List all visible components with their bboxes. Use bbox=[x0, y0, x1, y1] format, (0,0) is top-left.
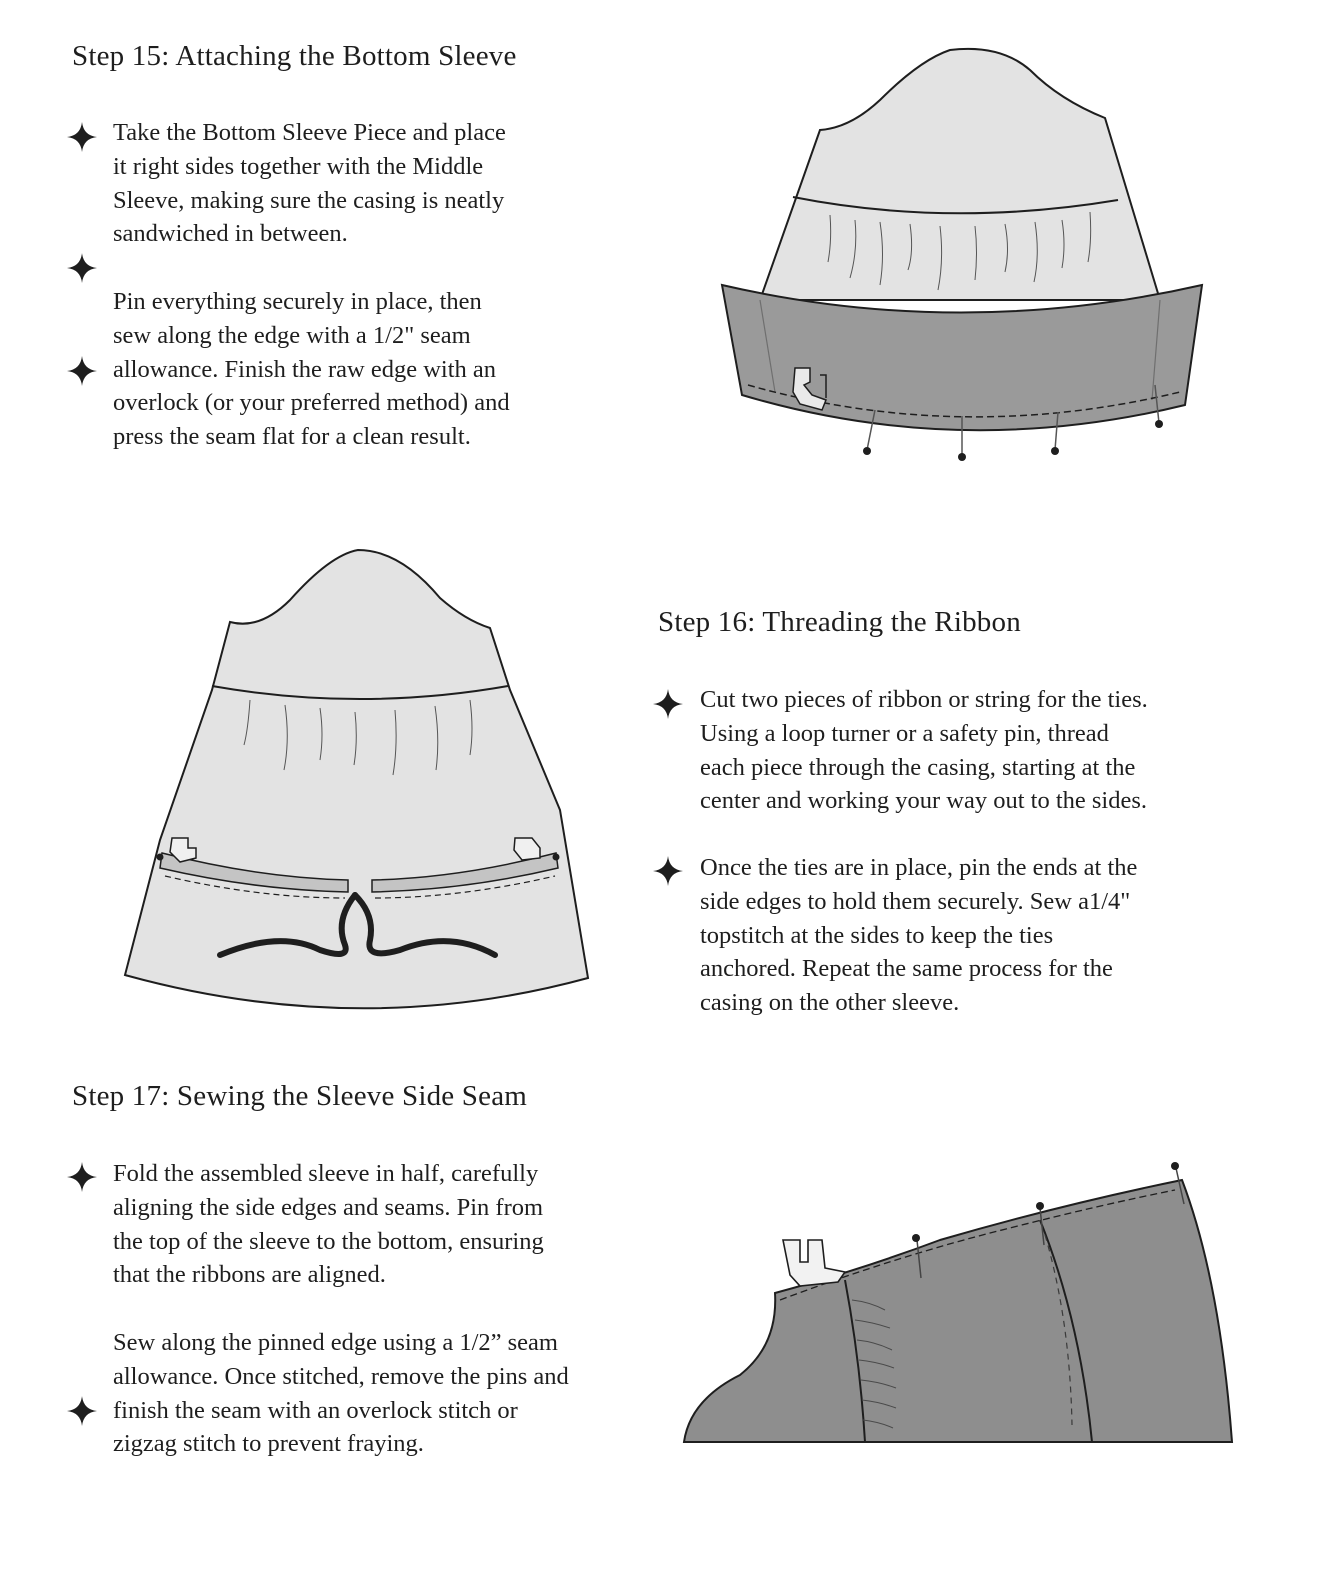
four-point-star-icon bbox=[652, 855, 684, 887]
step15-title: Step 15: Attaching the Bottom Sleeve bbox=[72, 40, 517, 72]
step17-title: Step 17: Sewing the Sleeve Side Seam bbox=[72, 1080, 528, 1112]
step15-paragraph-2: Pin everything securely in place, then sew along the edge with a 1/2" seam allowance. Finish the raw edge with an overlock (or your preferred method) and press the seam flat for a clean result. bbox=[113, 288, 510, 451]
bottom-sleeve-attach-illustration bbox=[710, 40, 1220, 480]
four-point-star-icon bbox=[66, 1161, 98, 1193]
four-point-star-icon bbox=[66, 355, 98, 387]
four-point-star-icon bbox=[66, 252, 98, 284]
step17-paragraph-2: Sew along the pinned edge using a 1/2” seam allowance. Once stitched, remove the pins and finish the seam with an overlock stitch or zigzag stitch to prevent fraying. bbox=[113, 1329, 569, 1458]
four-point-star-icon bbox=[66, 1395, 98, 1427]
step16-paragraph-2: Once the ties are in place, pin the ends at the side edges to hold them securely. Sew a1/4" topstitch at the sides to keep the ties anchored. Repeat the same process for the casing on the other sleeve. bbox=[700, 854, 1138, 1017]
step15-paragraph-1: Take the Bottom Sleeve Piece and place it right sides together with the Middle Sleeve, making sure the casing is neatly sandwiched in between. bbox=[113, 119, 506, 248]
four-point-star-icon bbox=[652, 688, 684, 720]
four-point-star-icon bbox=[66, 121, 98, 153]
step17-paragraph-1: Fold the assembled sleeve in half, carefully aligning the side edges and seams. Pin from the top of the sleeve to the bottom, ensuring that the ribbons are aligned. bbox=[113, 1160, 544, 1289]
side-seam-illustration bbox=[680, 1155, 1240, 1450]
ribbon-threading-illustration bbox=[115, 540, 600, 1030]
step16-title: Step 16: Threading the Ribbon bbox=[658, 606, 1021, 638]
step16-paragraph-1: Cut two pieces of ribbon or string for the ties. Using a loop turner or a safety pin, thread each piece through the casing, starting at the center and working your way out to the sides. bbox=[700, 686, 1148, 815]
